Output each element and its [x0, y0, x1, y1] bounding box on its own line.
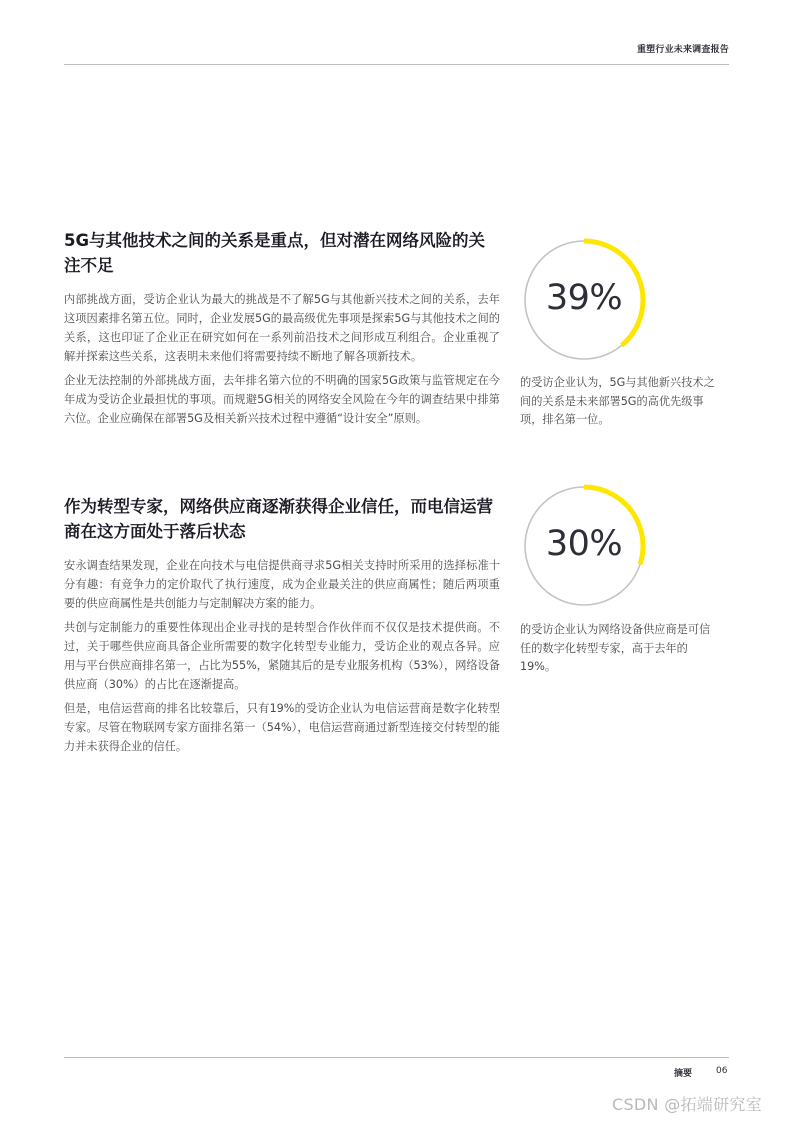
stat-value: 39%	[545, 278, 623, 318]
stat-donut-chart	[520, 482, 648, 610]
section-5g-relationships	[64, 228, 500, 433]
section-paragraph: 共创与定制能力的重要性体现出企业寻找的是转型合作伙伴而不仅仅是技术提供商。不过，关于哪些供应商具备企业所需要的数字化转型专业能力，受访企业的观点各异。应用与平台供应商排名第一，占比为55%，紧随其后的是专业服务机构（53%），网络设备供应商（30%）的占比在逐渐提高。	[64, 621, 500, 691]
header-divider	[64, 64, 729, 65]
section-paragraph: 企业无法控制的外部挑战方面，去年排名第六位的不明确的国家5G政策与监管规定在今年成为受访企业最担忧的事项。而规避5G相关的网络安全风险在今年的调查结果中排第六位。企业应确保在部署5G及相关新兴技术过程中遵循“设计安全”原则。	[64, 374, 500, 425]
stat-caption: 的受访企业认为，5G与其他新兴技术之间的关系是未来部署5G的高优先级事项，排名第一位。	[520, 376, 715, 426]
section-heading: 作为转型专家，网络供应商逐渐获得企业信任，而电信运营商在这方面处于落后状态	[64, 497, 493, 541]
section-paragraph: 内部挑战方面，受访企业认为最大的挑战是不了解5G与其他新兴技术之间的关系，去年这项因素排名第五位。同时，企业发展5G的最高级优先事项是探索5G与其他技术之间的关系，这也印证了企业正在研究如何在一系列前沿技术之间形成互利组合。企业重视了解并探索这些关系，这表明未来他们将需要持续不断地了解各项新技术。	[64, 293, 500, 363]
footer-section-label: 摘要	[674, 1069, 693, 1079]
stat-value: 30%	[545, 524, 623, 564]
section-paragraph: 但是，电信运营商的排名比较靠后，只有19%的受访企业认为电信运营商是数字化转型专家。尽管在物联网专家方面排名第一（54%），电信运营商通过新型连接交付转型的能力并未获得企业的信任。	[64, 702, 500, 753]
section-network-vendors	[64, 494, 500, 761]
watermark: CSDN @拓端研究室	[612, 1095, 763, 1114]
stat-donut-chart	[520, 236, 648, 364]
section-heading: 5G与其他技术之间的关系是重点，但对潜在网络风险的关注不足	[64, 231, 486, 275]
stat-caption: 的受访企业认为网络设备供应商是可信任的数字化转型专家，高于去年的19%。	[520, 623, 711, 673]
report-title: 重塑行业未来调查报告	[636, 45, 729, 55]
section-paragraph: 安永调查结果发现，企业在向技术与电信提供商寻求5G相关支持时所采用的选择标准十分有趣：有竞争力的定价取代了执行速度，成为企业最关注的供应商属性；随后两项重要的供应商属性是共创能力与定制解决方案的能力。	[64, 559, 500, 610]
page-number: 06	[716, 1066, 728, 1076]
footer-divider	[64, 1057, 729, 1058]
